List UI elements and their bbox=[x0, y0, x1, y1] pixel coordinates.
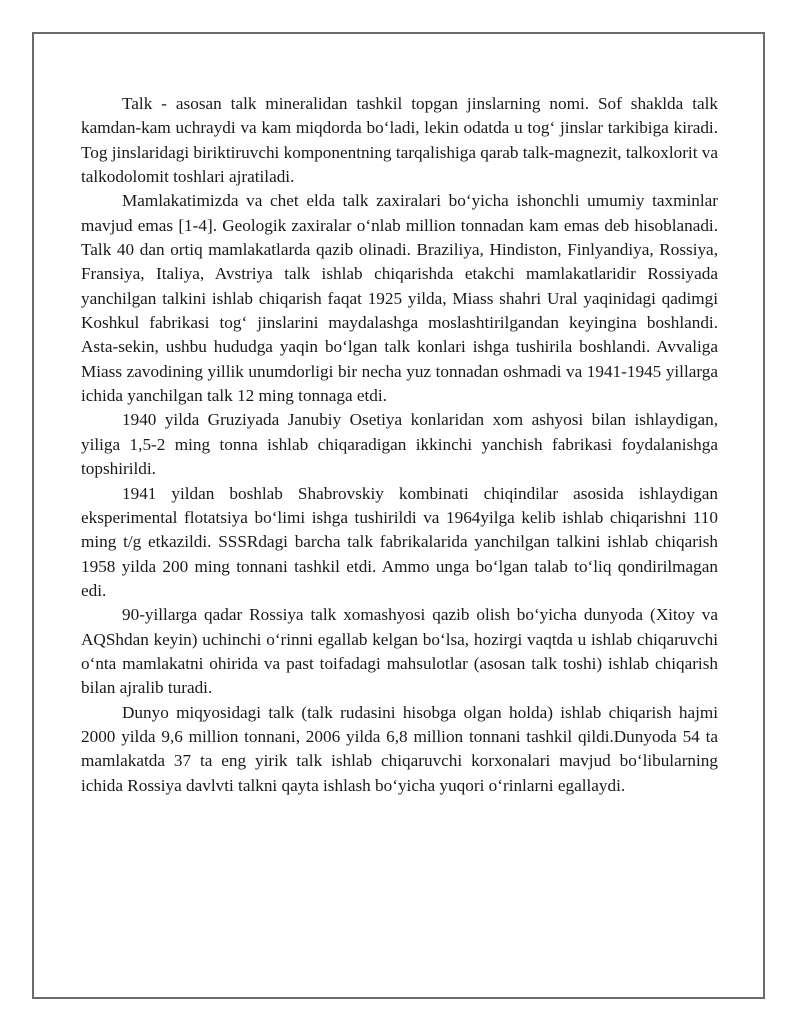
paragraph-russia-rank: 90-yillarga qadar Rossiya talk xomashyosi qazib olish bo‘yicha dunyoda (Xitoy va AQShdan keyin) uchinchi o‘rinni egallab kelgan bo‘lsa, hozirgi vaqtda u ishlab chiqaruvchi o‘nta mamlakatni ohirida va past toifadagi mahsulotlar (asosan talk toshi) ishlab chiqarish bilan ajralib turadi. bbox=[81, 605, 718, 698]
paragraph-talk-definition: Talk - asosan talk mineralidan tashkil topgan jinslarning nomi. Sof shaklda talk kamdan-kam uchraydi va kam miqdorda bo‘ladi, lekin odatda u tog‘ jinslar tarkibiga kiradi. Tog jinslaridagi biriktiruvchi komponentning tarqalishiga qarab talk-magnezit, talkoxlorit va talkodolomit toshlari ajratiladi. bbox=[81, 94, 718, 187]
paragraph-reserves: Mamlakatimizda va chet elda talk zaxiralari bo‘yicha ishonchli umumiy taxminlar mavjud emas [1-4]. Geologik zaxiralar o‘nlab million tonnadan kam emas deb hisoblanadi. Talk 40 dan ortiq mamlakatlarda qazib olinadi. Braziliya, Hindiston, Finlyandiya, Rossiya, Fransiya, Italiya, Avstriya talk ishlab chiqarishda etakchi mamlakatlaridir Rossiyada yanchilgan talkini ishlab chiqarish faqat 1925 yilda, Miass shahri Ural yaqinidagi qadimgi Koshkul fabrikasi tog‘ jinslarini maydalashga moslashtirilgandan keyingina boshlandi. Asta-sekin, ushbu hududga yaqin bo‘lgan talk konlari ishga tushirila boshlandi. Avvaliga Miass zavodining yillik unumdorligi bir necha yuz tonnadan oshmadi va 1941-1945 yillarga ichida yanchilgan talk 12 ming tonnaga etdi. bbox=[81, 191, 718, 406]
paragraph-shabrovskiy-1941: 1941 yildan boshlab Shabrovskiy kombinati chiqindilar asosida ishlaydigan eksperimental flotatsiya bo‘limi ishga tushirildi va 1964yilga kelib ishlab chiqarishni 110 ming t/g etkazildi. SSSRdagi barcha talk fabrikalarida yanchilgan talkini ishlab chiqarish 1958 yilda 200 ming tonnani tashkil etdi. Ammo unga bo‘lgan talab to‘liq qondirilmagan edi. bbox=[81, 483, 718, 600]
document-body bbox=[81, 92, 718, 798]
paragraph-georgia-1940: 1940 yilda Gruziyada Janubiy Osetiya konlaridan xom ashyosi bilan ishlaydigan, yiliga 1,5-2 ming tonna ishlab chiqaradigan ikkinchi yanchish fabrikasi foydalanishga topshirildi. bbox=[81, 410, 718, 479]
paragraph-world-production: Dunyo miqyosidagi talk (talk rudasini hisobga olgan holda) ishlab chiqarish hajmi 2000 yilda 9,6 million tonnani, 2006 yilda 6,8 million tonnani tashkil qildi.Dunyoda 54 ta mamlakatda 37 ta eng yirik talk ishlab chiqaruvchi korxonalari mavjud bo‘libularning ichida Rossiya davlvti talkni qayta ishlash bo‘yicha yuqori o‘rinlarni egallaydi. bbox=[81, 702, 718, 795]
